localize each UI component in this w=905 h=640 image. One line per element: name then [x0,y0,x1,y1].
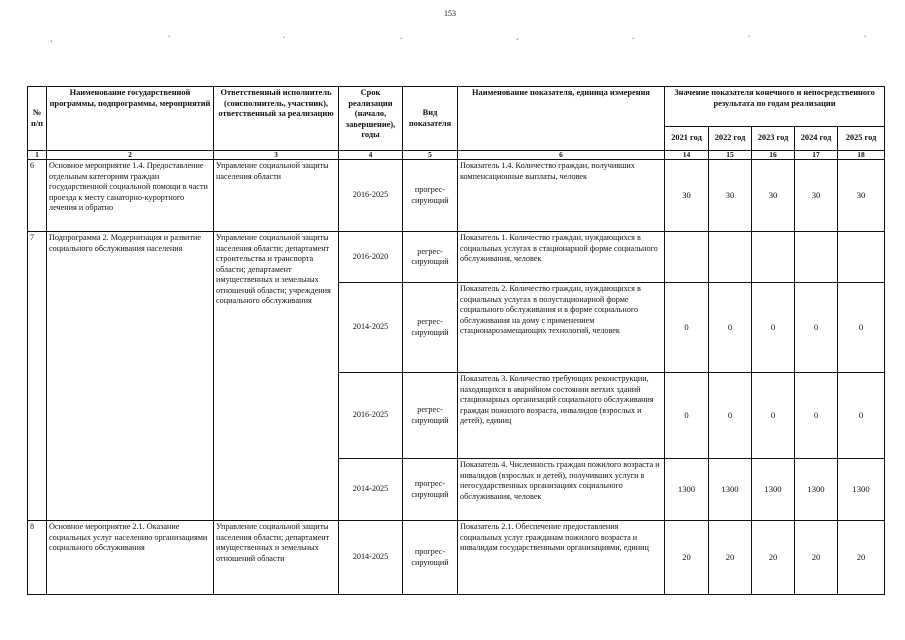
row-term: 2016-2020 [339,232,403,283]
row-type: регрес-сирующий [403,232,458,283]
col-number: 3 [214,151,339,160]
row-value: 1300 [838,459,885,521]
row-type: прогрес-сирующий [403,521,458,595]
row-executor: Управление социальной защиты населения области; департамент имущественных и земельных отношений области [214,521,339,595]
row-value: 30 [709,160,752,232]
row-value: 0 [709,283,752,373]
col-number: 14 [665,151,709,160]
program-indicators-table [27,86,885,595]
row-num: 6 [28,160,47,232]
row-indicator: Показатель 4. Численность граждан пожилого возраста и инвалидов (взрослых и детей), получивших услуги в негосударственных организациях социального обслуживания, человек [458,459,665,521]
row-value: 30 [752,160,795,232]
row-value: 30 [795,160,838,232]
row-value: 0 [752,373,795,459]
header-year: 2023 год [752,127,795,151]
row-indicator: Показатель 2.1. Обеспечение предоставления социальных услуг гражданам пожилого возраста и инвалидам государственными организациями, единиц [458,521,665,595]
row-value: 0 [838,283,885,373]
table-row [28,521,885,595]
row-value: 0 [795,373,838,459]
row-value: 0 [665,373,709,459]
row-term: 2014-2025 [339,459,403,521]
col-number: 5 [403,151,458,160]
row-value: 20 [665,521,709,595]
col-number: 15 [709,151,752,160]
col-number: 17 [795,151,838,160]
row-term: 2014-2025 [339,521,403,595]
header-term: Срок реализации (начало, завершение), годы [339,87,403,151]
col-number: 2 [47,151,214,160]
col-number: 1 [28,151,47,160]
table-row [28,232,885,283]
header-num: № п/п [28,87,47,151]
header-values-group: Значение показателя конечного и непосредственного результата по годам реализации [665,87,885,127]
row-indicator: Показатель 1.4. Количество граждан, получивших компенсационные выплаты, человек [458,160,665,232]
header-year: 2024 год [795,127,838,151]
row-value [752,232,795,283]
page-number: 153 [444,9,456,18]
row-value: 20 [752,521,795,595]
header-indicator: Наименование показателя, единица измерения [458,87,665,151]
row-value: 0 [838,373,885,459]
row-type: регрес-сирующий [403,283,458,373]
row-executor: Управление социальной защиты населения области; департамент строительства и транспорта области; департамент имущественных и земельных отношений области; учреждения социального обслуживания [214,232,339,521]
row-indicator: Показатель 3. Количество требующих реконструкции, находящихся в аварийном состоянии ветхих зданий стационарных организаций социального обслуживания граждан пожилого возраста, инвалидов (взрослых и детей), единиц [458,373,665,459]
row-value: 30 [665,160,709,232]
header-year: 2025 год [838,127,885,151]
row-value [795,232,838,283]
row-value: 30 [838,160,885,232]
row-program: Основное мероприятие 2.1. Оказание социальных услуг населению организациями социального обслуживания [47,521,214,595]
row-value: 20 [709,521,752,595]
row-value: 1300 [795,459,838,521]
row-value: 1300 [752,459,795,521]
row-value [709,232,752,283]
header-program: Наименование государственной программы, подпрограммы, мероприятий [47,87,214,151]
row-value: 20 [838,521,885,595]
row-program: Подпрограмма 2. Модернизация и развитие социального обслуживания населения [47,232,214,521]
row-program: Основное мероприятие 1.4. Предоставление отдельным категориям граждан государственной социальной помощи в части проезда к месту санаторно-курортного лечения и обратно [47,160,214,232]
row-value: 1300 [665,459,709,521]
row-value: 0 [665,283,709,373]
row-term: 2014-2025 [339,283,403,373]
col-number: 18 [838,151,885,160]
row-num: 7 [28,232,47,521]
row-executor: Управление социальной защиты населения области [214,160,339,232]
row-indicator: Показатель 1. Количество граждан, нуждающихся в социальных услугах в стационарной форме социального обслуживания, человек [458,232,665,283]
row-indicator: Показатель 2. Количество граждан, нуждающихся в социальных услугах в полустационарной форме социального обслуживания и в форме социального обслуживания на дому с применением стационарозамещающих технологий, человек [458,283,665,373]
row-value: 1300 [709,459,752,521]
col-number: 6 [458,151,665,160]
header-executor: Ответственный исполнитель (соисполнитель, участник), ответственный за реализацию [214,87,339,151]
row-type: прогрес-сирующий [403,160,458,232]
row-value: 0 [752,283,795,373]
col-number: 16 [752,151,795,160]
header-year: 2022 год [709,127,752,151]
row-value [665,232,709,283]
table-row [28,160,885,232]
row-term: 2016-2025 [339,160,403,232]
col-number: 4 [339,151,403,160]
row-type: прогрес-сирующий [403,459,458,521]
row-type: регрес-сирующий [403,373,458,459]
row-value [838,232,885,283]
header-year: 2021 год [665,127,709,151]
row-term: 2016-2025 [339,373,403,459]
row-value: 0 [795,283,838,373]
row-value: 20 [795,521,838,595]
header-type: Вид показателя [403,87,458,151]
row-num: 8 [28,521,47,595]
row-value: 0 [709,373,752,459]
